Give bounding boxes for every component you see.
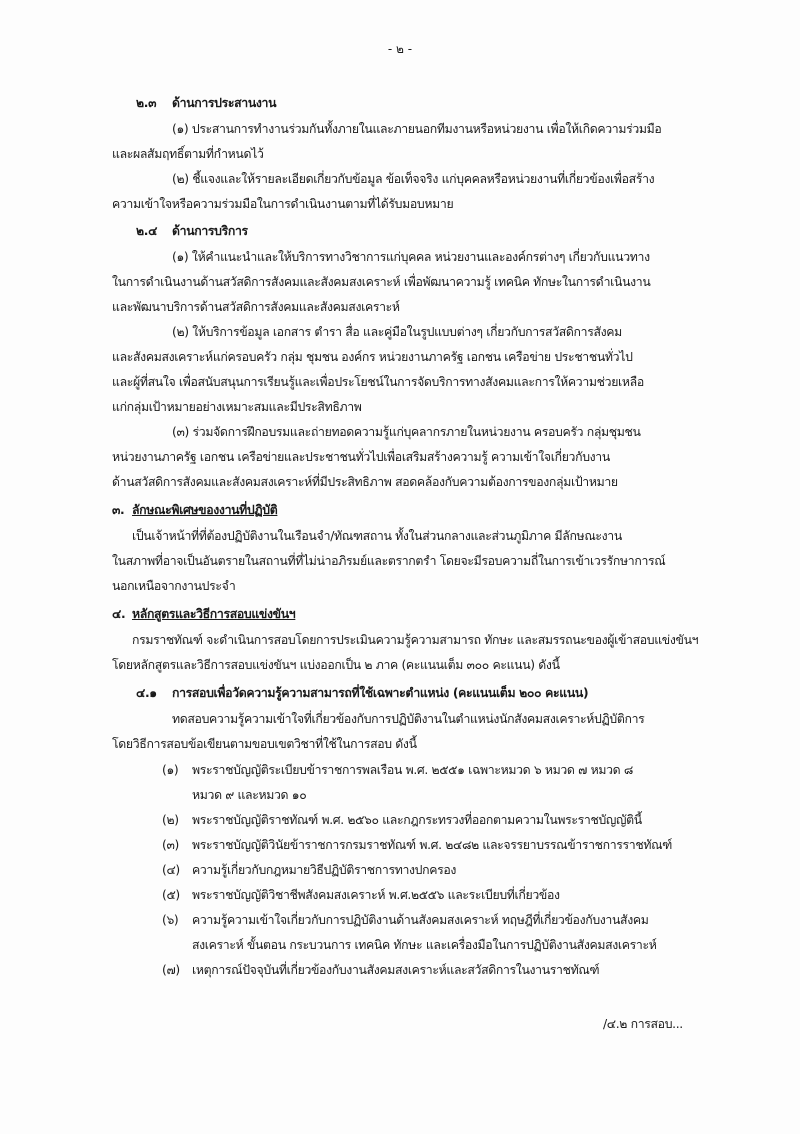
paragraph-line: (๑) ให้คำแนะนำและให้บริการทางวิชาการแก่บุคคล หน่วยงานและองค์กรต่างๆ เกี่ยวกับแนวทาง [172,250,650,264]
list-item-number: (๒) [162,813,179,827]
section-2-4-heading: ด้านการบริการ [172,224,248,238]
list-item-number: (๓) [162,838,179,852]
section-4-heading: หลักสูตรและวิธีการสอบแข่งขันฯ [132,607,296,621]
paragraph-line: (๒) ชี้แจงและให้รายละเอียดเกี่ยวกับข้อมูล ข้อเท็จจริง แก่บุคคลหรือหน่วยงานที่เกี่ยวข้องเพื่อสร้าง [172,172,655,186]
list-item-text: พระราชบัญญัติระเบียบข้าราชการพลเรือน พ.ศ. ๒๕๕๑ เฉพาะหมวด ๖ หมวด ๗ หมวด ๘ [192,763,633,777]
section-2-3-heading: ด้านการประสานงาน [172,96,277,110]
paragraph-line: (๓) ร่วมจัดการฝึกอบรมและถ่ายทอดความรู้แก่บุคลากรภายในหน่วยงาน ครอบครัว กลุ่มชุมชน [172,425,641,439]
paragraph-line: และสังคมสงเคราะห์แก่ครอบครัว กลุ่ม ชุมชน องค์กร หน่วยงานภาครัฐ เอกชน เครือข่าย ประชาชนทั่วไป [112,350,633,364]
paragraph-line: เป็นเจ้าหน้าที่ที่ต้องปฏิบัติงานในเรือนจำ/ทัณฑสถาน ทั้งในส่วนกลางและส่วนภูมิภาค มีลักษณะงาน [132,529,622,543]
paragraph-line: ในสภาพที่อาจเป็นอันตรายในสถานที่ที่ไม่น่าอภิรมย์และตรากตรำ โดยจะมีรอบความถี่ในการเข้าเวรรักษาการณ์ [112,554,666,568]
list-item-text: เหตุการณ์ปัจจุบันที่เกี่ยวข้องกับงานสังคมสงเคราะห์และสวัสดิการในงานราชทัณฑ์ [192,963,600,977]
list-item-text: พระราชบัญญัติราชทัณฑ์ พ.ศ. ๒๕๖๐ และกฎกระทรวงที่ออกตามความในพระราชบัญญัตินี้ [192,813,642,827]
list-item-number: (๕) [162,888,180,902]
list-item-text: สงเคราะห์ ขั้นตอน กระบวนการ เทคนิค ทักษะ และเครื่องมือในการปฏิบัติงานสังคมสงเคราะห์ [192,938,657,952]
paragraph-line: ด้านสวัสดิการสังคมและสังคมสงเคราะห์ที่มีประสิทธิภาพ สอดคล้องกับความต้องการของกลุ่มเป้าหมาย [112,475,618,489]
paragraph-line: ความเข้าใจหรือความร่วมมือในการดำเนินงานตามที่ได้รับมอบหมาย [112,197,454,211]
list-item-number: (๗) [162,963,180,977]
paragraph-line: แก่กลุ่มเป้าหมายอย่างเหมาะสมและมีประสิทธิภาพ [112,400,362,414]
list-item-text: หมวด ๙ และหมวด ๑๐ [192,788,307,802]
paragraph-line: (๒) ให้บริการข้อมูล เอกสาร ตำรา สื่อ และคู่มือในรูปแบบต่างๆ เกี่ยวกับการสวัสดิการสังคม [172,325,622,339]
page-number: - ๒ - [387,42,413,56]
continuation-marker: /๔.๒ การสอบ... [603,1017,683,1031]
paragraph-line: นอกเหนือจากงานประจำ [112,579,236,593]
section-4-1-number: ๔.๑ [136,686,157,700]
paragraph-line: กรมราชทัณฑ์ จะดำเนินการสอบโดยการประเมินความรู้ความสามารถ ทักษะ และสมรรถนะของผู้เข้าสอบแข่งขันฯ [132,633,699,647]
list-item-number: (๖) [162,913,179,927]
paragraph-line: และผู้ที่สนใจ เพื่อสนับสนุนการเรียนรู้และเพื่อประโยชน์ในการจัดบริการทางสังคมและการให้ความช่วยเหลือ [112,375,644,389]
list-item-text: ความรู้ความเข้าใจเกี่ยวกับการปฏิบัติงานด้านสังคมสงเคราะห์ ทฤษฎีที่เกี่ยวข้องกับงานสังคม [192,913,649,927]
section-3-number: ๓. [112,503,125,517]
section-4-number: ๔. [112,607,126,621]
list-item-text: ความรู้เกี่ยวกับกฎหมายวิธีปฏิบัติราชการทางปกครอง [192,863,457,877]
paragraph-line: และพัฒนาบริการด้านสวัสดิการสังคมและสังคมสงเคราะห์ [112,300,400,314]
section-4-1-heading: การสอบเพื่อวัดความรู้ความสามารถที่ใช้เฉพาะตำแหน่ง (คะแนนเต็ม ๒๐๐ คะแนน) [172,686,589,700]
list-item-text: พระราชบัญญัติวิชาชีพสังคมสงเคราะห์ พ.ศ.๒๕๕๖ และระเบียบที่เกี่ยวข้อง [192,888,560,902]
section-2-4-number: ๒.๔ [136,224,158,238]
paragraph-line: และผลสัมฤทธิ์ตามที่กำหนดไว้ [112,147,264,161]
list-item-number: (๔) [162,863,180,877]
paragraph-line: (๑) ประสานการทำงานร่วมกันทั้งภายในและภายนอกทีมงานหรือหน่วยงาน เพื่อให้เกิดความร่วมมือ [172,122,662,136]
paragraph-line: โดยหลักสูตรและวิธีการสอบแข่งขันฯ แบ่งออกเป็น ๒ ภาค (คะแนนเต็ม ๓๐๐ คะแนน) ดังนี้ [112,658,560,672]
paragraph-line: ในการดำเนินงานด้านสวัสดิการสังคมและสังคมสงเคราะห์ เพื่อพัฒนาความรู้ เทคนิค ทักษะในการดำเนินงาน [112,275,651,289]
paragraph-line: หน่วยงานภาครัฐ เอกชน เครือข่ายและประชาชนทั่วไปเพื่อเสริมสร้างความรู้ ความเข้าใจเกี่ยวกับงาน [112,450,610,464]
list-item-text: พระราชบัญญัติวินัยข้าราชการกรมราชทัณฑ์ พ.ศ. ๒๔๘๒ และจรรยาบรรณข้าราชการราชทัณฑ์ [192,838,673,852]
paragraph-line: โดยวิธีการสอบข้อเขียนตามขอบเขตวิชาที่ใช้ในการสอบ ดังนี้ [112,737,417,751]
paragraph-line: ทดสอบความรู้ความเข้าใจที่เกี่ยวข้องกับการปฏิบัติงานในตำแหน่งนักสังคมสงเคราะห์ปฏิบัติการ [172,712,645,726]
section-3-heading: ลักษณะพิเศษของงานที่ปฏิบัติ [132,503,278,517]
list-item-number: (๑) [162,763,179,777]
section-2-3-number: ๒.๓ [136,96,157,110]
